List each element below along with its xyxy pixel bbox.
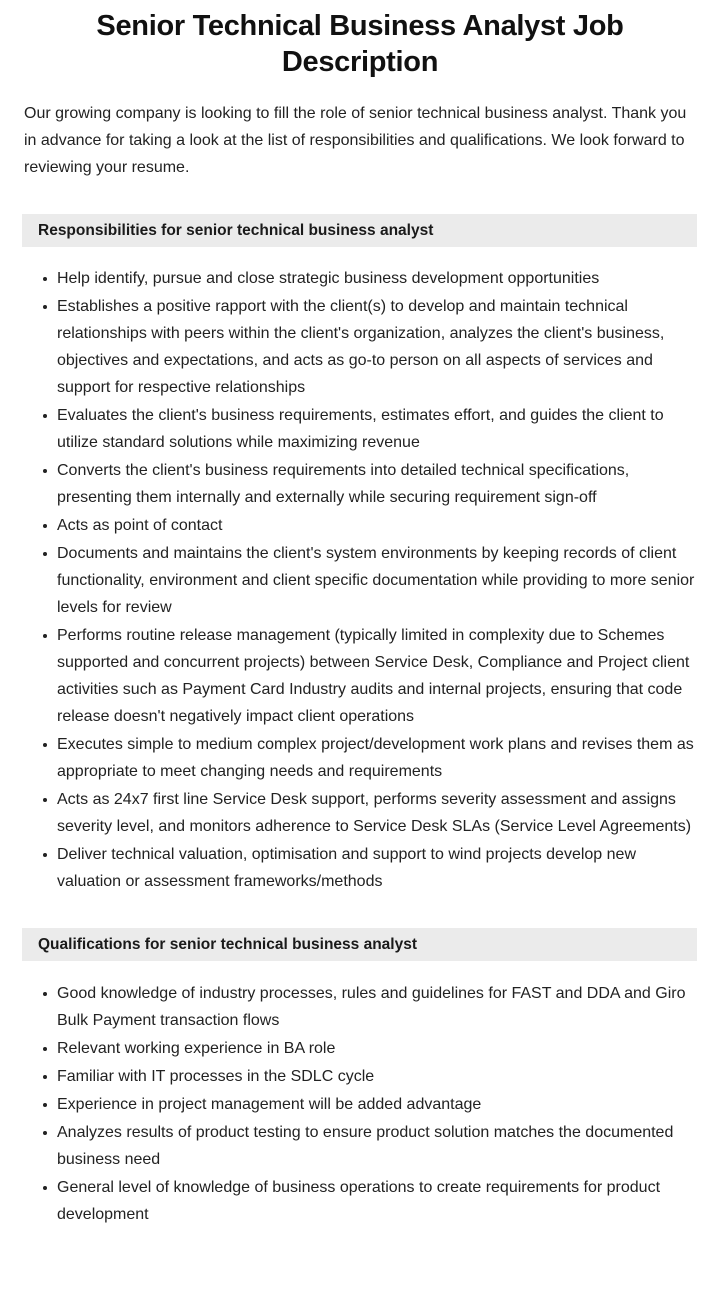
list-item: Experience in project management will be added advantage <box>24 1091 696 1118</box>
list-item: Documents and maintains the client's system environments by keeping records of client functionality, environment and client specific documentation while providing to more senior levels for review <box>24 540 696 621</box>
section-header-qualifications <box>22 928 697 961</box>
list-item: Acts as point of contact <box>24 512 696 539</box>
list-item: Relevant working experience in BA role <box>24 1035 696 1062</box>
responsibilities-list <box>0 247 720 895</box>
page-title: Senior Technical Business Analyst Job Description <box>96 10 624 78</box>
list-item: Help identify, pursue and close strategic business development opportunities <box>24 265 696 292</box>
list-item: Acts as 24x7 first line Service Desk support, performs severity assessment and assigns severity level, and monitors adherence to Service Desk SLAs (Service Level Agreements) <box>24 786 696 840</box>
list-item: Good knowledge of industry processes, rules and guidelines for FAST and DDA and Giro Bulk Payment transaction flows <box>24 980 696 1034</box>
list-item: Performs routine release management (typically limited in complexity due to Schemes supported and concurrent projects) between Service Desk, Compliance and Project client activities such as Payment Card Industry audits and internal projects, ensuring that code release doesn't negatively impact client operations <box>24 622 696 730</box>
section-header-responsibilities <box>22 214 697 247</box>
section-responsibilities <box>0 214 720 895</box>
list-item: Familiar with IT processes in the SDLC cycle <box>24 1063 696 1090</box>
section-header-label: Responsibilities for senior technical business analyst <box>38 221 434 239</box>
qualifications-list <box>0 961 720 1228</box>
section-qualifications <box>0 928 720 1228</box>
section-header-label: Qualifications for senior technical business analyst <box>38 935 418 953</box>
list-item: Establishes a positive rapport with the client(s) to develop and maintain technical relationships with peers within the client's organization, analyzes the client's business, objectives and expectations, and acts as go-to person on all aspects of services and support for respective relationships <box>24 293 696 401</box>
intro-paragraph: Our growing company is looking to fill the role of senior technical business analyst. Thank you in advance for taking a look at the list of responsibilities and qualifications. We look forward to reviewing your resume. <box>24 105 687 176</box>
list-item: General level of knowledge of business operations to create requirements for product development <box>24 1174 696 1228</box>
list-item: Evaluates the client's business requirements, estimates effort, and guides the client to utilize standard solutions while maximizing revenue <box>24 402 696 456</box>
list-item: Deliver technical valuation, optimisation and support to wind projects develop new valuation or assessment frameworks/methods <box>24 841 696 895</box>
page-bottom-spacer <box>0 1229 720 1251</box>
list-item: Converts the client's business requirements into detailed technical specifications, presenting them internally and externally while securing requirement sign-off <box>24 457 696 511</box>
list-item: Analyzes results of product testing to ensure product solution matches the documented business need <box>24 1119 696 1173</box>
list-item: Executes simple to medium complex project/development work plans and revises them as appropriate to meet changing needs and requirements <box>24 731 696 785</box>
